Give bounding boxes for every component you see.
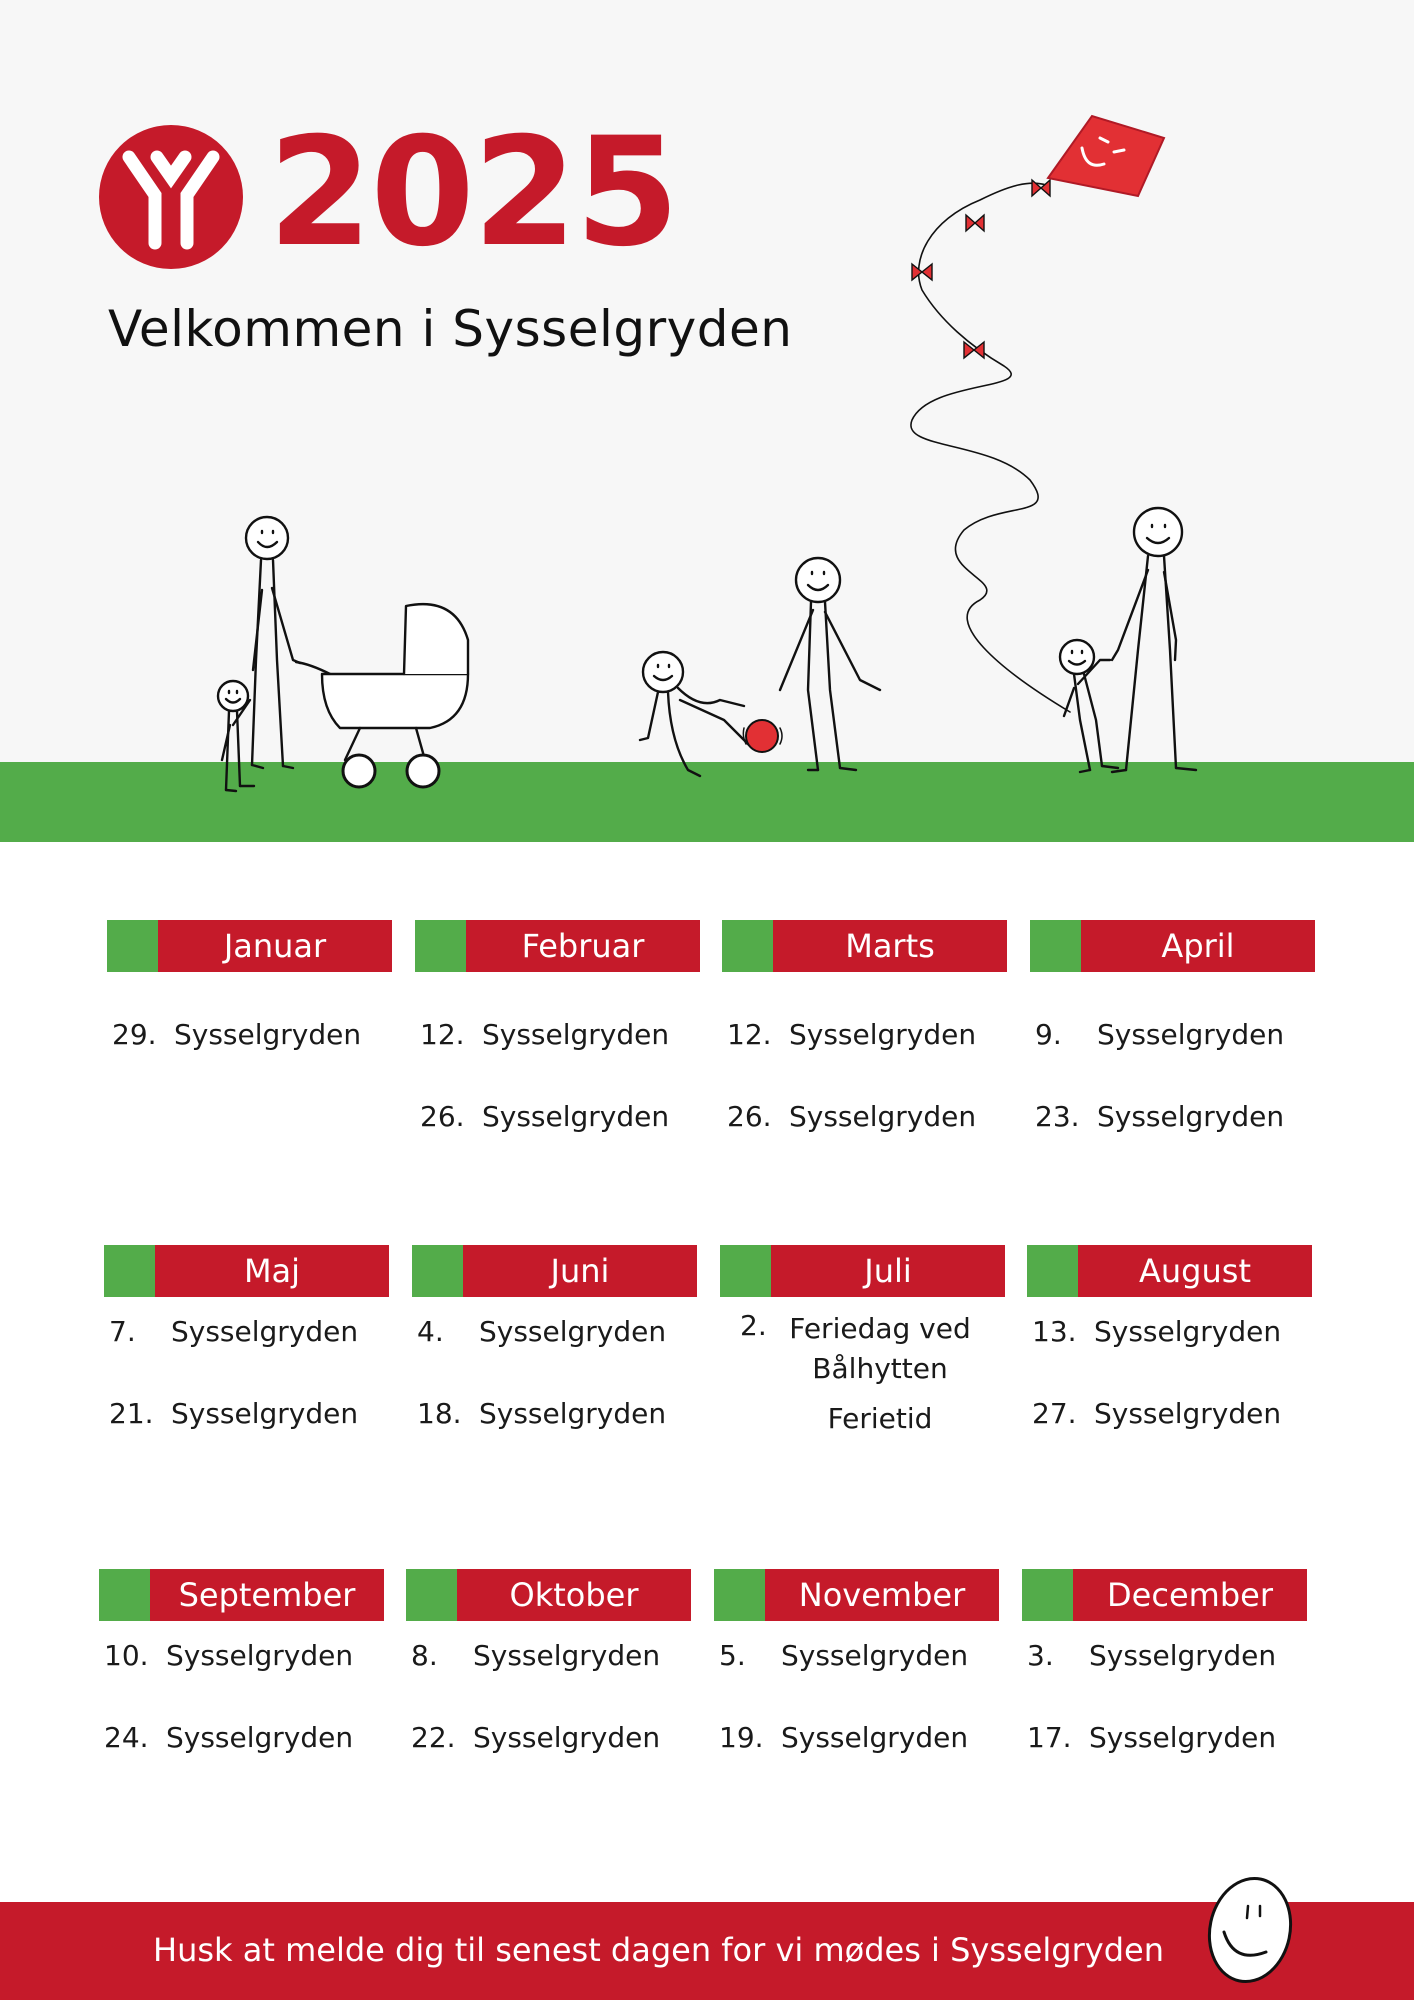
- event-date: 5.: [719, 1639, 746, 1672]
- event-row: [109, 1315, 358, 1348]
- event-label: Sysselgryden: [789, 1100, 977, 1133]
- month-name: April: [1161, 927, 1235, 965]
- month-name: Februar: [521, 927, 645, 965]
- event-label: Sysselgryden: [781, 1639, 969, 1672]
- ball-icon: [743, 720, 782, 752]
- month-august: [1027, 1245, 1312, 1430]
- event-row: [417, 1397, 666, 1430]
- event-label: Feriedag ved Bålhytten: [789, 1312, 971, 1385]
- event-row: [109, 1397, 358, 1430]
- event-date: 21.: [109, 1397, 154, 1430]
- event-label: Sysselgryden: [1094, 1397, 1282, 1430]
- event-row: [719, 1639, 968, 1672]
- footer-banner: [0, 1902, 1414, 2000]
- event-date: 17.: [1027, 1721, 1072, 1754]
- event-date: 26.: [727, 1100, 772, 1133]
- month-marts: [722, 920, 1007, 1133]
- event-label: Sysselgryden: [171, 1397, 359, 1430]
- adult-figure-middle: [780, 558, 880, 770]
- month-header: [406, 1569, 691, 1621]
- event-date: 12.: [420, 1018, 465, 1051]
- month-januar: [107, 920, 392, 1051]
- month-november: [714, 1569, 999, 1754]
- event-label: Sysselgryden: [781, 1721, 969, 1754]
- month-header: [104, 1245, 389, 1297]
- month-header: [412, 1245, 697, 1297]
- event-row: [112, 1018, 361, 1051]
- event-row: [1027, 1721, 1276, 1754]
- footer-text: Husk at melde dig til senest dagen for vi mødes i Sysselgryden: [153, 1931, 1164, 1969]
- month-name: Marts: [845, 927, 935, 965]
- illustration-scene: [0, 0, 1414, 842]
- event-label: Sysselgryden: [479, 1397, 667, 1430]
- month-juni: [412, 1245, 697, 1430]
- event-date: 19.: [719, 1721, 764, 1754]
- month-header: [714, 1569, 999, 1621]
- event-label: Sysselgryden: [166, 1639, 354, 1672]
- event-row: [420, 1018, 669, 1051]
- event-row: [1032, 1397, 1281, 1430]
- month-header-accent: [104, 1245, 155, 1297]
- event-date: 4.: [417, 1315, 444, 1348]
- event-row: [411, 1639, 660, 1672]
- month-maj: [104, 1245, 389, 1430]
- event-date: 3.: [1027, 1639, 1054, 1672]
- event-date: 8.: [411, 1639, 438, 1672]
- month-header: [107, 920, 392, 972]
- event-date: 18.: [417, 1397, 462, 1430]
- event-date: 7.: [109, 1315, 136, 1348]
- stroller-icon: [296, 604, 468, 787]
- month-header-accent: [722, 920, 773, 972]
- month-header-accent: [415, 920, 466, 972]
- child-figure-left: [218, 681, 254, 791]
- kite-bows: [912, 180, 1050, 358]
- adult-figure-left: [246, 517, 300, 768]
- event-label: Sysselgryden: [174, 1018, 362, 1051]
- month-header: [1030, 920, 1315, 972]
- event-row: [104, 1639, 353, 1672]
- event-label: Sysselgryden: [171, 1315, 359, 1348]
- event-label: Sysselgryden: [1089, 1639, 1277, 1672]
- month-header: [1027, 1245, 1312, 1297]
- event-label: Sysselgryden: [482, 1018, 670, 1051]
- event-date: 2.: [740, 1309, 767, 1342]
- event-date: 26.: [420, 1100, 465, 1133]
- month-name: August: [1139, 1252, 1251, 1290]
- event-row: [727, 1100, 976, 1133]
- event-row: [727, 1018, 976, 1051]
- event-row: [719, 1721, 968, 1754]
- smiley-face-icon: [1204, 1872, 1296, 1990]
- event-date: 12.: [727, 1018, 772, 1051]
- month-header: [415, 920, 700, 972]
- month-header-accent: [99, 1569, 150, 1621]
- event-date: 27.: [1032, 1397, 1077, 1430]
- event-date: 13.: [1032, 1315, 1077, 1348]
- month-header-accent: [1027, 1245, 1078, 1297]
- event-date: 24.: [104, 1721, 149, 1754]
- page-subtitle: Velkommen i Sysselgryden: [108, 300, 793, 358]
- child-figure-kicking: [640, 652, 752, 776]
- month-name: Oktober: [509, 1576, 639, 1614]
- event-label: Sysselgryden: [1094, 1315, 1282, 1348]
- event-label: Sysselgryden: [1097, 1100, 1285, 1133]
- kite-icon: [1048, 116, 1164, 196]
- adult-figure-right: [1112, 508, 1196, 772]
- event-row: [411, 1721, 660, 1754]
- month-name: November: [798, 1576, 966, 1614]
- event-row: [420, 1100, 669, 1133]
- event-date: 10.: [104, 1639, 149, 1672]
- child-figure-right: [1060, 640, 1118, 772]
- page-title: 2025: [268, 106, 678, 280]
- event-label: Sysselgryden: [789, 1018, 977, 1051]
- month-header: [722, 920, 1007, 972]
- month-juli: [720, 1245, 1005, 1435]
- month-note: Ferietid: [827, 1402, 933, 1435]
- event-row: [104, 1721, 353, 1754]
- month-header: [720, 1245, 1005, 1297]
- month-header-accent: [720, 1245, 771, 1297]
- event-row: [1032, 1315, 1281, 1348]
- event-row: [1035, 1100, 1284, 1133]
- month-header-accent: [107, 920, 158, 972]
- month-februar: [415, 920, 700, 1133]
- month-name: Januar: [223, 927, 327, 965]
- event-row: [417, 1315, 666, 1348]
- month-header: [99, 1569, 384, 1621]
- month-name: Juli: [864, 1252, 912, 1290]
- event-row: [1035, 1018, 1284, 1051]
- event-label: Sysselgryden: [1097, 1018, 1285, 1051]
- month-september: [99, 1569, 384, 1754]
- month-december: [1022, 1569, 1307, 1754]
- month-april: [1030, 920, 1315, 1133]
- event-label: Sysselgryden: [473, 1639, 661, 1672]
- event-date: 29.: [112, 1018, 157, 1051]
- event-label: Sysselgryden: [1089, 1721, 1277, 1754]
- event-date: 9.: [1035, 1018, 1062, 1051]
- event-row: [1027, 1639, 1276, 1672]
- month-name: Maj: [243, 1252, 301, 1290]
- event-label: Sysselgryden: [482, 1100, 670, 1133]
- month-name: September: [178, 1576, 356, 1614]
- month-header-accent: [714, 1569, 765, 1621]
- month-oktober: [406, 1569, 691, 1754]
- event-label: Sysselgryden: [166, 1721, 354, 1754]
- event-label: Sysselgryden: [479, 1315, 667, 1348]
- month-header-accent: [412, 1245, 463, 1297]
- event-date: 22.: [411, 1721, 456, 1754]
- month-name: December: [1107, 1576, 1273, 1614]
- event-date: 23.: [1035, 1100, 1080, 1133]
- event-label: Sysselgryden: [473, 1721, 661, 1754]
- month-name: Juni: [550, 1252, 610, 1290]
- month-header-accent: [1022, 1569, 1073, 1621]
- month-header-accent: [406, 1569, 457, 1621]
- event-row: [740, 1309, 980, 1389]
- month-header-accent: [1030, 920, 1081, 972]
- month-header: [1022, 1569, 1307, 1621]
